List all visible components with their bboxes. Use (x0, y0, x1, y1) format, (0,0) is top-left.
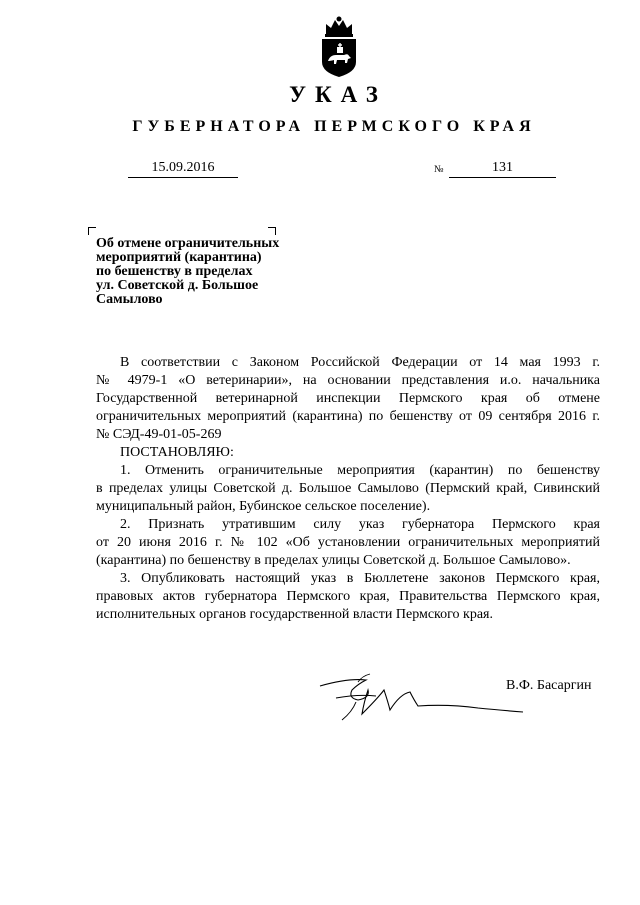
signer-name: В.Ф. Басаргин (506, 678, 592, 693)
body-line: в пределах улицы Советской д. Большое Самылово (Пермский край, Сивинский (96, 481, 600, 496)
coat-of-arms-icon (318, 14, 360, 78)
body-line: муниципальный район, Бубинское сельское поселение). (96, 499, 431, 514)
decree-number-label: № (434, 164, 444, 175)
subject-line: по бешенству в пределах (96, 264, 253, 279)
body-line: правовых актов губернатора Пермского края, Правительства Пермского края, (96, 589, 600, 604)
decree-date: 15.09.2016 (128, 160, 238, 178)
handwritten-signature (318, 668, 528, 726)
decree-number: 131 (449, 160, 556, 178)
subject-line: Об отмене ограничительных (96, 236, 280, 251)
subject-line: ул. Советской д. Большое (96, 278, 259, 293)
body-line: от 20 июня 2016 г. № 102 «Об установлении ограничительных мероприятий (96, 535, 600, 550)
body-line: 2. Признать утратившим силу указ губернатора Пермского края (120, 517, 600, 532)
body-line: № СЭД-49-01-05-269 (96, 427, 222, 442)
body-line: 3. Опубликовать настоящий указ в Бюллетене законов Пермского края, (120, 571, 600, 586)
body-line: ограничительных мероприятий (карантина) по бешенству от 09 сентября 2016 г. (96, 409, 600, 424)
body-line: В соответствии с Законом Российской Федерации от 14 мая 1993 г. (120, 355, 600, 370)
document-subtitle: ГУБЕРНАТОРА ПЕРМСКОГО КРАЯ (132, 118, 536, 135)
body-line: (карантина) по бешенству в пределах улицы Советской д. Большое Самылово». (96, 553, 571, 568)
body-line: № 4979-1 «О ветеринарии», на основании представления и.о. начальника (96, 373, 600, 388)
subject-corner-right (268, 227, 276, 235)
decree-word: ПОСТАНОВЛЯЮ: (120, 445, 234, 460)
body-line: 1. Отменить ограничительные мероприятия (карантин) по бешенству (120, 463, 600, 478)
body-line: Государственной ветеринарной инспекции Пермского края об отмене (96, 391, 600, 406)
document-title: УКАЗ (289, 82, 387, 107)
body-line: исполнительных органов государственной власти Пермского края. (96, 607, 493, 622)
decree-subject (96, 237, 316, 307)
subject-corner-left (88, 227, 96, 235)
subject-line: Самылово (96, 292, 163, 307)
subject-line: мероприятий (карантина) (96, 250, 262, 265)
preamble-paragraph (96, 354, 600, 624)
